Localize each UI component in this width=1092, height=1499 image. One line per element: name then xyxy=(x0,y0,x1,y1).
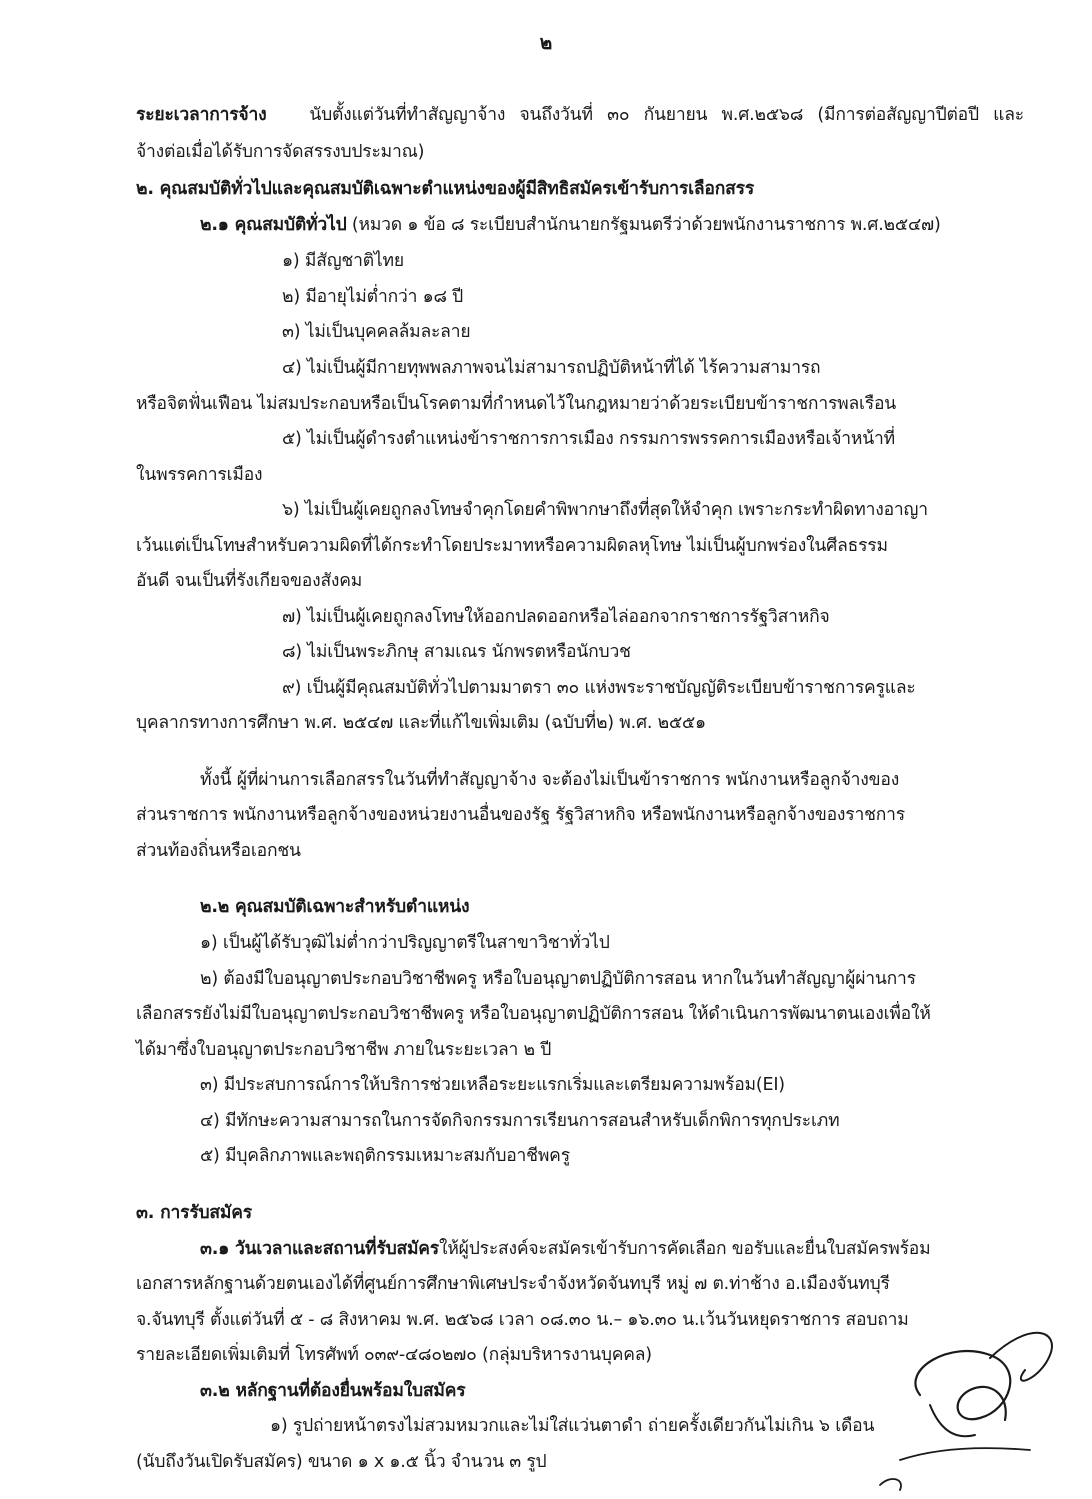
term-line-1 xyxy=(136,103,1024,127)
specific-2-b: เลือกสรรยังไม่มีใบอนุญาตประกอบวิชาชีพครู หรือใบอนุญาตปฏิบัติการสอน ให้ดำเนินการพัฒนาตนเองเพื่อให้ xyxy=(136,1004,931,1024)
qualification-4-a: ๔) ไม่เป็นผู้มีกายทุพพลภาพจนไม่สามารถปฏิบัติหน้าที่ได้ ไร้ความสามารถ xyxy=(282,358,821,378)
note-line-a: ทั้งนี้ ผู้ที่ผ่านการเลือกสรรในวันที่ทำสัญญาจ้าง จะต้องไม่เป็นข้าราชการ พนักงานหรือลูกจ้างของ xyxy=(200,770,900,790)
specific-5: ๕) มีบุคลิกภาพและพฤติกรรมเหมาะสมกับอาชีพครู xyxy=(200,1146,570,1166)
document-1-b: (นับถึงวันเปิดรับสมัคร) ขนาด ๑ x ๑.๕ นิ้ว จำนวน ๓ รูป xyxy=(136,1452,547,1472)
section-2-2-heading: ๒.๒ คุณสมบัติเฉพาะสำหรับตำแหน่ง xyxy=(200,897,470,917)
qualification-6-c: อันดี จนเป็นที่รังเกียจของสังคม xyxy=(136,571,363,591)
section-3-1-text-a: ให้ผู้ประสงค์จะสมัครเข้ารับการคัดเลือก ขอรับและยื่นใบสมัครพร้อม xyxy=(439,1239,931,1259)
section-3-1-label: ๓.๑ วันเวลาและสถานที่รับสมัคร xyxy=(200,1239,439,1259)
specific-3: ๓) มีประสบการณ์การให้บริการช่วยเหลือระยะแรกเริ่มและเตรียมความพร้อม(EI) xyxy=(200,1075,785,1095)
section-2-1-ref: (หมวด ๑ ข้อ ๘ ระเบียบสำนักนายกรัฐมนตรีว่าด้วยพนักงานราชการ พ.ศ.๒๕๔๗) xyxy=(351,215,941,235)
term-line-2: จ้างต่อเมื่อได้รับการจัดสรรงบประมาณ) xyxy=(136,142,425,162)
qualification-9-a: ๙) เป็นผู้มีคุณสมบัติทั่วไปตามมาตรา ๓๐ แห่งพระราชบัญญัติระเบียบข้าราชการครูและ xyxy=(282,678,916,698)
section-2-heading: ๒. คุณสมบัติทั่วไปและคุณสมบัติเฉพาะตำแหน่งของผู้มีสิทธิสมัครเข้ารับการเลือกสรร xyxy=(136,179,755,199)
section-3-1-line-c: จ.จันทบุรี ตั้งแต่วันที่ ๕ - ๘ สิงหาคม พ.ศ. ๒๕๖๘ เวลา ๐๘.๓๐ น.– ๑๖.๓๐ น.เว้นวันหยุดราชการ สอบถาม xyxy=(136,1310,909,1330)
note-line-b: ส่วนราชการ พนักงานหรือลูกจ้างของหน่วยงานอื่นของรัฐ รัฐวิสาหกิจ หรือพนักงานหรือลูกจ้างของราชการ xyxy=(136,805,905,825)
qualification-2: ๒) มีอายุไม่ต่ำกว่า ๑๘ ปี xyxy=(282,287,464,307)
term-text-1: นับตั้งแต่วันที่ทำสัญญาจ้าง จนถึงวันที่ ๓๐ กันยายน พ.ศ.๒๕๖๘ (มีการต่อสัญญาปีต่อปี และ xyxy=(309,105,1024,125)
specific-2-a: ๒) ต้องมีใบอนุญาตประกอบวิชาชีพครู หรือใบอนุญาตปฏิบัติการสอน หากในวันทำสัญญาผู้ผ่านการ xyxy=(200,969,916,989)
qualification-9-b: บุคลากรทางการศึกษา พ.ศ. ๒๕๔๗ และที่แก้ไขเพิ่มเติม (ฉบับที่๒) พ.ศ. ๒๕๕๑ xyxy=(136,713,706,733)
section-3-1-line-a xyxy=(200,1237,930,1261)
specific-2-c: ได้มาซึ่งใบอนุญาตประกอบวิชาชีพ ภายในระยะเวลา ๒ ปี xyxy=(136,1040,552,1060)
term-label: ระยะเวลาการจ้าง xyxy=(136,105,267,125)
handwritten-signature xyxy=(860,1300,1070,1499)
specific-1: ๑) เป็นผู้ได้รับวุฒิไม่ต่ำกว่าปริญญาตรีในสาขาวิชาทั่วไป xyxy=(200,933,610,953)
qualification-7: ๗) ไม่เป็นผู้เคยถูกลงโทษให้ออกปลดออกหรือไล่ออกจากราชการรัฐวิสาหกิจ xyxy=(282,607,830,627)
section-3-1-line-b: เอกสารหลักฐานด้วยตนเองได้ที่ศูนย์การศึกษาพิเศษประจำจังหวัดจันทบุรี หมู่ ๗ ต.ท่าช้าง อ.เมืองจันทบุรี xyxy=(136,1274,890,1294)
section-2-1-line xyxy=(200,213,941,237)
qualification-3: ๓) ไม่เป็นบุคคลล้มละลาย xyxy=(282,322,471,342)
page-number: ๒ xyxy=(539,32,553,54)
section-3-2-heading: ๓.๒ หลักฐานที่ต้องยื่นพร้อมใบสมัคร xyxy=(200,1381,466,1401)
document-1-a: ๑) รูปถ่ายหน้าตรงไม่สวมหมวกและไม่ใส่แว่นตาดำ ถ่ายครั้งเดียวกันไม่เกิน ๖ เดือน xyxy=(270,1416,875,1436)
section-3-1-line-d: รายละเอียดเพิ่มเติมที่ โทรศัพท์ ๐๓๙-๔๘๐๒๗๐ (กลุ่มบริหารงานบุคคล) xyxy=(136,1345,652,1365)
section-3-heading: ๓. การรับสมัคร xyxy=(136,1203,252,1223)
qualification-4-b: หรือจิตฟั่นเฟือน ไม่สมประกอบหรือเป็นโรคตามที่กำหนดไว้ในกฎหมายว่าด้วยระเบียบข้าราชการพลเรือน xyxy=(136,394,897,414)
specific-4: ๔) มีทักษะความสามารถในการจัดกิจกรรมการเรียนการสอนสำหรับเด็กพิการทุกประเภท xyxy=(200,1111,840,1131)
qualification-6-b: เว้นแต่เป็นโทษสำหรับความผิดที่ได้กระทำโดยประมาทหรือความผิดลหุโทษ ไม่เป็นผู้บกพร่องในศีลธรรม xyxy=(136,536,888,556)
note-line-c: ส่วนท้องถิ่นหรือเอกชน xyxy=(136,841,301,861)
qualification-1: ๑) มีสัญชาติไทย xyxy=(282,251,404,271)
qualification-5-b: ในพรรคการเมือง xyxy=(136,465,263,485)
section-2-1-label: ๒.๑ คุณสมบัติทั่วไป xyxy=(200,215,347,235)
qualification-5-a: ๕) ไม่เป็นผู้ดำรงตำแหน่งข้าราชการการเมือง กรรมการพรรคการเมืองหรือเจ้าหน้าที่ xyxy=(282,429,895,449)
qualification-8: ๘) ไม่เป็นพระภิกษุ สามเณร นักพรตหรือนักบวช xyxy=(282,642,631,662)
qualification-6-a: ๖) ไม่เป็นผู้เคยถูกลงโทษจำคุกโดยคำพิพากษาถึงที่สุดให้จำคุก เพราะกระทำผิดทางอาญา xyxy=(282,500,928,520)
